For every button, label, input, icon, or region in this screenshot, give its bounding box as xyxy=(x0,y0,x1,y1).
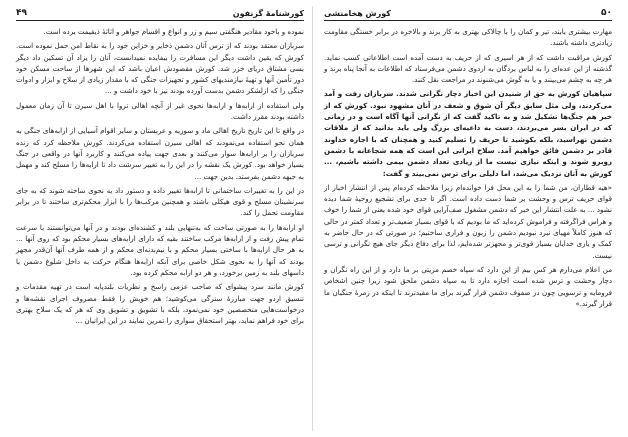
paragraph: او ارابه‌ها را به صورتی ساخت که به‌تنهایی بلند و کشنده‌ای بودند و در آنها می‌توانستند با سرعت تمام پیش رفت و از ارابه‌ها مرکب ساختند بقیه که دارای ارابه‌های بسیار محکم بود که روی آنها ... به هر حال ارابه‌ها با ساختی بسیار محکم و با نیم‌بدنه‌ای محکم و از همه طرف آنها آن‌قدر مجهز بودند که آنها را به نحوی شکل خاصی برای آنکه ارابه‌ها هنگام حرکت به داخل شلوغ دشمن با داسهای بلند به زمین برخورد، و هر دو ارابه محکم کرده بود. xyxy=(16,222,304,277)
page-number: ۴۹ xyxy=(16,8,27,18)
paragraph: در این را به تغییرات ساختمانی تا ارابه‌ها تغییر داده و دستور داد به نحوی ساخته شوند که به جای سرنشینان مسلح و قوی هیکلی باشند و همچنین مرکب‌ها را با ابزار محکم‌تری ساختند تا در برابر مقاومت تحمل را کند. xyxy=(16,185,304,218)
left-page-body xyxy=(16,26,304,326)
paragraph: کورش مراقبت داشت که از هر اسیری که از حریف به دست آمده است اطلاعاتی کسب نماید. گذشته از این عده‌ای را به لباس بردگان به اردوی دشمن می‌فرستاد که اطلاعات به آنجا پناه برند و هر چه به چشم می‌بینند و یا به گوش می‌شنوند در مراجعت نقل کنند. xyxy=(324,52,612,85)
paragraph: ولی استفاده از ارابه‌ها و ارابه‌ها نحوی غیر از آنچه اهالی تروا با اهل سیرن تا آن زمان معمول داشته بودند مقرر داشت. xyxy=(16,100,304,122)
right-page-header xyxy=(324,6,612,21)
page-number: ۵۰ xyxy=(601,8,612,18)
left-page-header xyxy=(16,6,304,21)
paragraph: سربازان معتقد بودند که از ترس آنان دشمن ذخایر و خزاین خود را به نقاط امن حمل نموده است. کورش که یقین داشت دیگر این مسافرت را بیفایده نمیدانست، آنان را یزاد آن تسکین داد دیگر بسی مشتاق دریای خزر شد. کورش مقصودش اعیان باشد که این شهرها از ساحت مسکن خود دور تأمین آنها و تهیهٔ نیازمندیهای کشور و تجهیزات جنگی که با مقدار زیادی از سلاح و ابزار و ادوات جنگی را که ازلشکر دشمن بدست آورده بودند نیز با خود داشت و ... xyxy=(16,41,304,96)
running-title: کورش هخامنشی xyxy=(324,8,391,18)
paragraph: کورش مانند سرد پیشوای که صاحب عزمی راسخ و نظریات بلندپایه است در تهیه مقدمات و تنسیق اردو جهت مبارزهٔ سترگی می‌کوشید؛ هم خویش را فقط مصروف اجرای نقشه‌ها و درخواست‌هایی متخصصین خود نمی‌نمود، بلکه با تشویق و تشویق وی که هر که یک سلاح بهتری برای خود فراهم نماید، بهتر استحقاق سواری را تمرین نمایند در این ایرانیان ... xyxy=(16,282,304,326)
running-title: کورشنامهٔ گزنفون xyxy=(232,8,304,18)
right-page xyxy=(314,0,628,437)
paragraph: در واقع تا این تاریخ تاریخ اهالی ماد و سوریه و عربستان و سایر اقوام آسیایی از ارابه‌های جنگی به همان نحو استفاده می‌نمودند که اهالی سیرن استفاده می‌کردند. کورش ملاحظه کرد که زنده سربازان را بر ارابه‌ها سوار می‌کنند و بعدی جهت پیاده می‌کنند و کاربرد آنها در واقعی در جنگ بسیار خواهد بود. کورش یک نقشه را در این را به تغییر سرشت داد تا ارابه‌ها را مسلح کند و مهمل به جبهه دشمن بفرستد. بدین جهت ... xyxy=(16,126,304,181)
paragraph: نموده و باخود مقادیر هنگفتی سیم و زر و انواع و اقسام جواهر و اثاثهٔ ذیقیمت برده است. xyxy=(43,27,304,36)
paragraph: سپاهیان کورش به حق از شنیدن این اخبار دچار نگرانی شدند. سربازان رفت و آمد می‌کردند، ولی مثل سابق دیگر آن شوق و شعف در آنان مشهود نبود. کورش که از خبر هم جنگ‌ها تشکیل شد و به تاکید گفت که از نگرانی آنها آگاه است و در زمانی که در ایران بسر می‌بردند، دست به داعیه‌ای بزرگ ولی باید بدانید که از ملاقات دشمن نهراسید، بلکه بکوشید تا حریف را تسلیم کنید و همچنان که با اجازه خداوند قادر بر دشمن فائق خواهیم آمد. سلاح ایرانی این است که همه شجاعانه با دشمن روبرو شوند و اینکه نیازی نیست ما از زیادی تعداد دشمن بیمی داشته باشیم، ... کورش به آنان نزدیک می‌شد، اما دلیلی برای ترس نمی‌بیند و گفت: xyxy=(324,89,612,178)
paragraph: مهارت بیشتری یابند، تیر و کمان را با چالاکی بهتری به کار برند و بالاخره در برابر خستگی مقاومت زیادتری داشته باشند. xyxy=(324,27,612,48)
paragraph: من اعلام می‌دارم هر کس بیم از این دارد که سپاه خصم مزیتی بر ما دارد و از این راه نگران و دچار وحشت و ترس شده است اجازه دارد تا به سپاه دشمن ملحق شود زیرا چنین اشخاص فرومایه و ترسویی چون در صفوف دشمن قرار گیرند برای ما مفیدترند تا اینکه در زمرهٔ جنگیان ما قرار گیرند.» xyxy=(324,264,612,308)
page-gutter xyxy=(312,6,313,431)
paragraph: «هیه قطاران، من شما را به این محل فرا خوانده‌ام زیرا ملاحظه کرده‌ام پس از انتشار اخبار از قوای حریف ترس و وحشت بر شما دست داده است. اگر تا حدی برای تشجیع روحیهٔ شما دیده نشود ... به علت انتشار این خبر که دشمن مشغول صف‌آرایی قوای خود شده یعنی از شما را خوف و هراس فراگرفته و فراموش کرده‌اید که ما بودیم که با قوای بسیار ضعیف‌تر و تعداد کمتر در حالی که هنوز کاملاً مهیای نبرد نبودیم دشمن را زبون و فراری ساختیم؛ در صورتی که در حال حاضر به کمک و یاری خدایان بسیار قوی‌تر و مجهزتر شده‌ایم، لذا برای دفاع دیگر جای هیچ نگرانی و ترسی نیست. xyxy=(324,182,612,260)
right-page-body xyxy=(324,26,612,309)
